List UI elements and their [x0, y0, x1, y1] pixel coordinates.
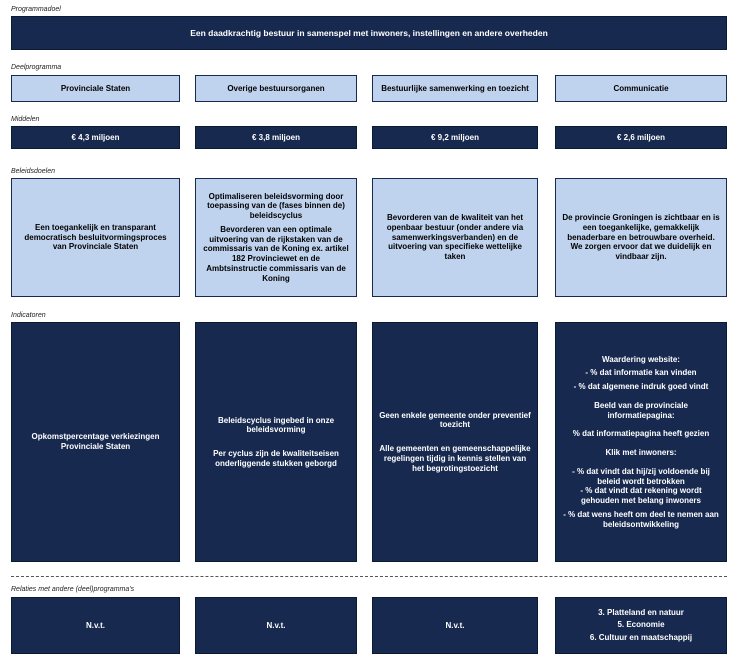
indicator-item: - % dat vindt dat rekening wordt gehouden met belang inwoners — [580, 486, 702, 506]
indicator-item: - % dat vindt dat hij/zij voldoende bij beleid wordt betrokken — [572, 466, 710, 486]
indicatoren-overige-bestuursorganen — [195, 322, 357, 562]
indicator-item: % dat informatiepagina heeft gezien — [572, 429, 710, 439]
programmadoel-box — [11, 16, 727, 50]
indicator-text: Beleidscyclus ingebed in onze beleidsvorming — [217, 415, 335, 435]
middelen-value: € 3,8 miljoen — [251, 132, 301, 142]
indicator-text: Per cyclus zijn de kwaliteitseisen onderliggende stukken geborgd — [213, 449, 339, 468]
relatie-text: N.v.t. — [266, 620, 286, 630]
indicator-text: Alle gemeenten en gemeenschappelijke regelingen tijdig in kennis stellen van het begrotingstoezicht — [379, 444, 531, 473]
relatie-text: N.v.t. — [445, 620, 465, 630]
indicator-heading: Beeld van de provinciale informatiepagina: — [594, 400, 688, 420]
section-divider — [11, 576, 727, 577]
middelen-provinciale-staten — [11, 126, 180, 149]
relatie-text: 3. Platteland en natuur — [598, 607, 684, 617]
indicator-text: Opkomstpercentage verkiezingen Provinciale Staten — [31, 432, 160, 451]
label-beleidsdoelen: Beleidsdoelen — [11, 168, 55, 175]
indicatoren-provinciale-staten — [11, 322, 180, 562]
relaties-communicatie — [555, 597, 727, 654]
middelen-value: € 9,2 miljoen — [430, 132, 480, 142]
beleidsdoelen-provinciale-staten — [11, 178, 180, 297]
middelen-bestuurlijke-samenwerking — [372, 126, 538, 149]
indicator-item: - % dat wens heeft om deel te nemen aan beleidsontwikkeling — [563, 509, 719, 529]
relaties-provinciale-staten — [11, 597, 180, 654]
label-relaties: Relaties met andere (deel)programma's — [11, 586, 135, 593]
beleidsdoel-text: Optimaliseren beleidsvorming door toepassing van de (fases binnen de) beleidscyclus — [207, 191, 345, 221]
indicator-item: - % dat informatie kan vinden — [585, 368, 697, 378]
deelprogramma-label: Bestuurlijke samenwerking en toezicht — [381, 83, 529, 93]
label-middelen: Middelen — [11, 116, 40, 123]
indicatoren-communicatie — [555, 322, 727, 562]
deelprogramma-bestuurlijke-samenwerking — [372, 75, 538, 102]
beleidsdoelen-overige-bestuursorganen — [195, 178, 357, 297]
indicator-heading: Waardering website: — [602, 354, 680, 364]
indicator-text: Geen enkele gemeente onder preventief toezicht — [379, 410, 531, 430]
middelen-communicatie — [555, 126, 727, 149]
beleidsdoelen-communicatie — [555, 178, 727, 297]
middelen-value: € 4,3 miljoen — [71, 132, 120, 142]
indicatoren-bestuurlijke-samenwerking — [372, 322, 538, 562]
deelprogramma-label: Communicatie — [613, 83, 669, 93]
deelprogramma-label: Overige bestuursorganen — [227, 83, 325, 93]
deelprogramma-communicatie — [555, 75, 727, 102]
indicator-heading: Klik met inwoners: — [605, 448, 677, 458]
deelprogramma-label: Provinciale Staten — [60, 83, 131, 93]
indicator-item: - % dat algemene indruk goed vindt — [573, 382, 709, 392]
beleidsdoel-text: Bevorderen van een optimale uitvoering van de rijkstaken van de commissaris van de Koning ex. artikel 182 Provinciewet en de Ambtsinstructie commissaris van de Koning — [203, 224, 349, 283]
beleidsdoel-text: De provincie Groningen is zichtbaar en is een toegankelijke, gemakkelijk benaderbare en betrouwbare overheid. We zorgen ervoor dat we duidelijk en vindbaar zijn. — [562, 213, 720, 262]
deelprogramma-overige-bestuursorganen — [195, 75, 357, 102]
label-indicatoren: Indicatoren — [11, 312, 46, 319]
relatie-text: 6. Cultuur en maatschappij — [589, 632, 693, 642]
relaties-bestuurlijke-samenwerking — [372, 597, 538, 654]
beleidsdoelen-bestuurlijke-samenwerking — [372, 178, 538, 297]
relatie-text: N.v.t. — [86, 620, 105, 630]
beleidsdoel-text: Een toegankelijk en transparant democratisch besluitvormingsproces van Provinciale Staten — [24, 222, 167, 252]
label-deelprogramma: Deelprogramma — [11, 64, 62, 71]
middelen-overige-bestuursorganen — [195, 126, 357, 149]
middelen-value: € 2,6 miljoen — [616, 132, 666, 142]
programmadoel-text: Een daadkrachtig bestuur in samenspel met inwoners, instellingen en andere overheden — [190, 27, 548, 38]
deelprogramma-provinciale-staten — [11, 75, 180, 102]
relatie-text: 5. Economie — [617, 620, 665, 630]
label-programmadoel: Programmadoel — [11, 6, 61, 13]
relaties-overige-bestuursorganen — [195, 597, 357, 654]
beleidsdoel-text: Bevorderen van de kwaliteit van het openbaar bestuur (onder andere via samenwerkingsverbanden) en de uitvoering van specifieke wettelijke taken — [386, 213, 524, 262]
